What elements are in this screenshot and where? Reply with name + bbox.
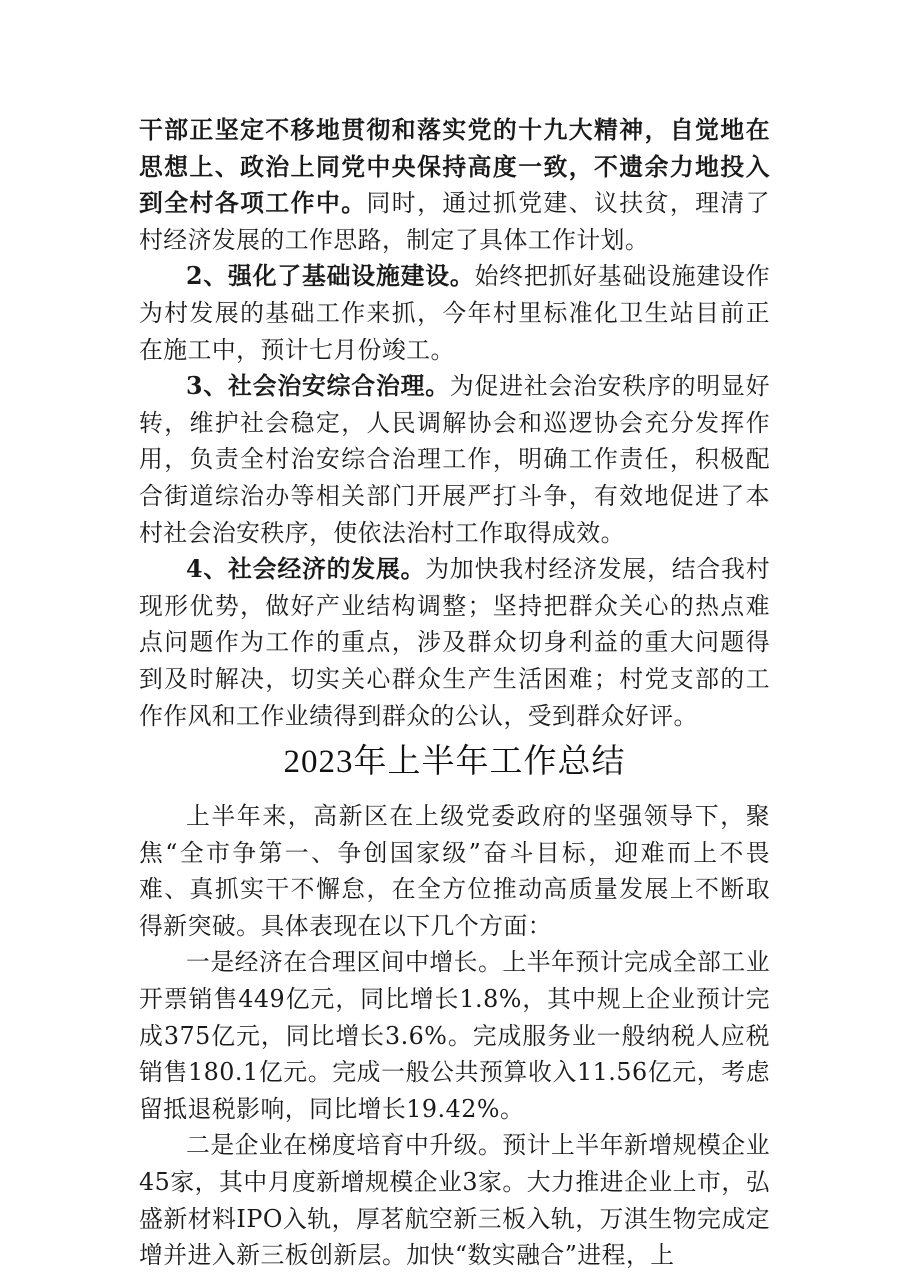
document-body — [139, 112, 770, 1274]
item-heading: 4、社会经济的发展。 — [186, 555, 426, 584]
body-paragraph: 一是经济在合理区间中增长。上半年预计完成全部工业开票销售449亿元，同比增长1.8%，其中规上企业预计完成375亿元，同比增长3.6%。完成服务业一般纳税人应税销售180.1亿元。完成一般公共预算收入11.56亿元，考虑留抵退税影响，同比增长19.42%。 — [139, 948, 770, 1123]
list-item — [139, 258, 770, 368]
item-heading: 3、社会治安综合治理。 — [186, 372, 450, 401]
item-heading: 2、强化了基础设施建设。 — [186, 262, 475, 291]
continued-paragraph — [139, 112, 770, 258]
body-paragraph: 二是企业在梯度培育中升级。预计上半年新增规模企业45家，其中月度新增规模企业3家。大力推进企业上市，弘盛新材料IPO入轨，厚茗航空新三板入轨，万淇生物完成定增并进入新三板创新层。加快“数实融合”进程，上 — [139, 1131, 770, 1270]
item-text: 始终把抓好基础设施建设作为村发展的基础工作来抓，今年村里标准化卫生站目前正在施工中，预计七月份竣工。 — [139, 262, 771, 364]
item-text: 为加快我村经济发展，结合我村现形优势，做好产业结构调整；坚持把群众关心的热点难点问题作为工作的重点，涉及群众切身利益的重大问题得到及时解决，切实关心群众生产生活困难；村党支部的工作作风和工作业绩得到群众的公认，受到群众好评。 — [139, 555, 771, 730]
body-paragraph: 上半年来，高新区在上级党委政府的坚强领导下，聚焦“全市争第一、争创国家级”奋斗目标，迎难而上不畏难、真抓实干不懈怠，在全方位推动高质量发展上不断取得新突破。具体表现在以下几个方面： — [139, 802, 770, 940]
document-title: 2023年上半年工作总结 — [283, 744, 626, 781]
list-item — [139, 551, 770, 734]
emphasis-text: 干部正坚定不移地贯彻和落实党的十九大精神，自觉地在思想上、政治上同党中央保持高度一致，不遗余力地投入到全村各项工作中。 — [139, 116, 770, 218]
item-text: 为促进社会治安秩序的明显好转，维护社会稳定，人民调解协会和巡逻协会充分发挥作用，负责全村治安综合治理工作，明确工作责任，积极配合街道综治办等相关部门开展严打斗争，有效地促进了本村社会治安秩序，使依法治村工作取得成效。 — [139, 372, 770, 547]
paragraph-text: 同时，通过抓党建、议扶贫，理清了村经济发展的工作思路，制定了具体工作计划。 — [139, 189, 771, 254]
list-item — [139, 368, 770, 551]
